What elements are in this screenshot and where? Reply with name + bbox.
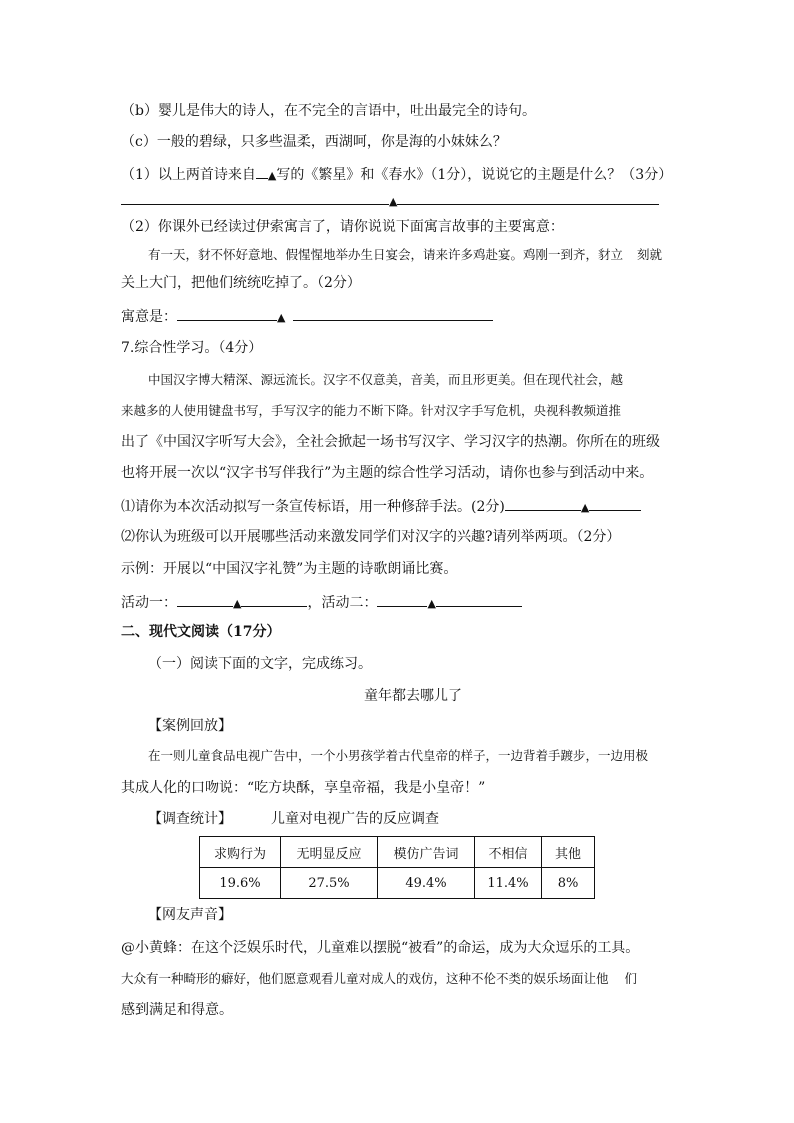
q7-intro-line-2: 来越多的人使用键盘书写，手写汉字的能力不断下降。针对汉字手写危机，央视科教频道推: [121, 403, 622, 418]
netizen-line-3: 感到满足和得意。: [121, 1002, 233, 1018]
q7-example: 示例：开展以“中国汉字礼赞”为主题的诗歌朗诵比赛。: [121, 561, 458, 577]
table-header-cell: 不相信: [475, 837, 542, 868]
question-1-text: 写的《繁星》和《春水》（1分），说说它的主题是什么？（3分）: [276, 167, 673, 183]
answer-blank-theme-1[interactable]: [121, 190, 389, 205]
section-2-heading: 二、现代文阅读（17分）: [121, 624, 281, 640]
q7-sub-2: ⑵你认为班级可以开展哪些活动来激发同学们对汉字的兴趣?请列举两项。（2分）: [121, 529, 621, 545]
case-heading: 【案例回放】: [148, 718, 232, 734]
answer-blank-moral-1[interactable]: [177, 306, 277, 321]
fable-line-1: [148, 245, 662, 265]
table-header-cell: 求购行为: [200, 837, 281, 868]
table-header-row: [200, 837, 595, 868]
fable-line-2: 关上大门，把他们统统吃掉了。（2分）: [121, 275, 361, 291]
netizen-heading: 【网友声音】: [148, 907, 232, 923]
answer-blank-activity-2b[interactable]: [436, 592, 522, 607]
table-cell: 11.4%: [475, 868, 542, 899]
question-1-prefix: （1）以上两首诗来自: [121, 167, 256, 183]
answer-blank-activity-1a[interactable]: [177, 592, 233, 607]
answer-blank-activity-1b[interactable]: [241, 592, 307, 607]
table-cell: 49.4%: [378, 868, 475, 899]
table-header-cell: 无明显反应: [281, 837, 378, 868]
marker-triangle: ▲: [389, 195, 398, 208]
marker-triangle: ▲: [233, 597, 242, 610]
survey-table: [199, 836, 595, 899]
activity-1-label: 活动一：: [121, 595, 177, 611]
article-title: 童年都去哪儿了: [364, 688, 462, 704]
activity-2-label: ，活动二：: [307, 595, 378, 611]
marker-triangle: ▲: [580, 501, 590, 514]
question-1: [121, 164, 672, 185]
q7-intro-line-4: 也将开展一次以“汉字书写伴我行”为主题的综合性学习活动，请你也参与到活动中来。: [121, 465, 654, 481]
table-header-cell: 其他: [542, 837, 595, 868]
table-cell: 8%: [542, 868, 595, 899]
table-row: [200, 868, 595, 899]
q7-sub-1-text: ⑴请你为本次活动拟写一条宣传标语，用一种修辞手法。(2分): [121, 499, 505, 515]
moral-answer-line: [121, 306, 493, 327]
q7-intro-line-3: 出了《中国汉字听写大会》，全社会掀起一场书写汉字、学习汉字的热潮。你所在的班级: [121, 434, 660, 450]
marker-triangle: ▲: [267, 169, 277, 182]
case-line-1: 在一则儿童食品电视广告中，一个小男孩学着古代皇帝的样子，一边背着手踱步，一边用极: [148, 748, 649, 763]
marker-triangle: ▲: [277, 311, 286, 324]
moral-label: 寓意是：: [121, 309, 177, 325]
answer-blank-author[interactable]: [256, 164, 268, 179]
answer-blank-slogan-1[interactable]: [505, 496, 581, 511]
poem-line-b: （b）婴儿是伟大的诗人，在不完全的言语中，吐出最完全的诗句。: [121, 103, 536, 119]
answer-blank-theme-2[interactable]: [397, 190, 659, 205]
survey-heading: 【调查统计】: [148, 811, 232, 827]
answer-line-theme: [121, 190, 659, 211]
fable-line-1-text: 有一天，豺不怀好意地、假惺惺地举办生日宴会，请来许多鸡赴宴。鸡刚一到齐，豺立: [148, 247, 624, 262]
case-line-2: 其成人化的口吻说：“吃方块酥，享皇帝福，我是小皇帝！”: [121, 780, 486, 796]
answer-blank-activity-2a[interactable]: [377, 592, 427, 607]
q7-activities-line: [121, 592, 522, 613]
table-cell: 27.5%: [281, 868, 378, 899]
marker-triangle: ▲: [427, 597, 436, 610]
question-2: （2）你课外已经读过伊索寓言了，请你说说下面寓言故事的主要寓意：: [121, 219, 564, 235]
poem-line-c: （c）一般的碧绿，只多些温柔，西湖呵，你是海的小妹妹么？: [121, 134, 507, 150]
answer-blank-slogan-2[interactable]: [589, 496, 641, 511]
section-2-subheading: （一）阅读下面的文字，完成练习。: [148, 656, 372, 672]
netizen-line-2-end: 们: [624, 971, 638, 986]
q7-sub-1: [121, 496, 641, 517]
answer-blank-moral-2[interactable]: [293, 306, 493, 321]
fable-line-1-end: 刻就: [637, 247, 663, 262]
netizen-line-2-text: 大众有一种畸形的癖好，他们愿意观看儿童对成人的戏仿，这种不伦不类的娱乐场面让他: [121, 971, 609, 986]
table-cell: 19.6%: [200, 868, 281, 899]
survey-title: 儿童对电视广告的反应调查: [271, 811, 439, 827]
netizen-line-2: [121, 969, 637, 989]
q7-title: 7.综合性学习。（4分）: [121, 340, 263, 356]
table-header-cell: 模仿广告词: [378, 837, 475, 868]
q7-intro-line-1: 中国汉字博大精深、源远流长。汉字不仅意美，音美，而且形更美。但在现代社会，越: [148, 372, 624, 387]
netizen-line-1: @小黄蜂：在这个泛娱乐时代，儿童难以摆脱“被看”的命运，成为大众逗乐的工具。: [121, 940, 640, 956]
